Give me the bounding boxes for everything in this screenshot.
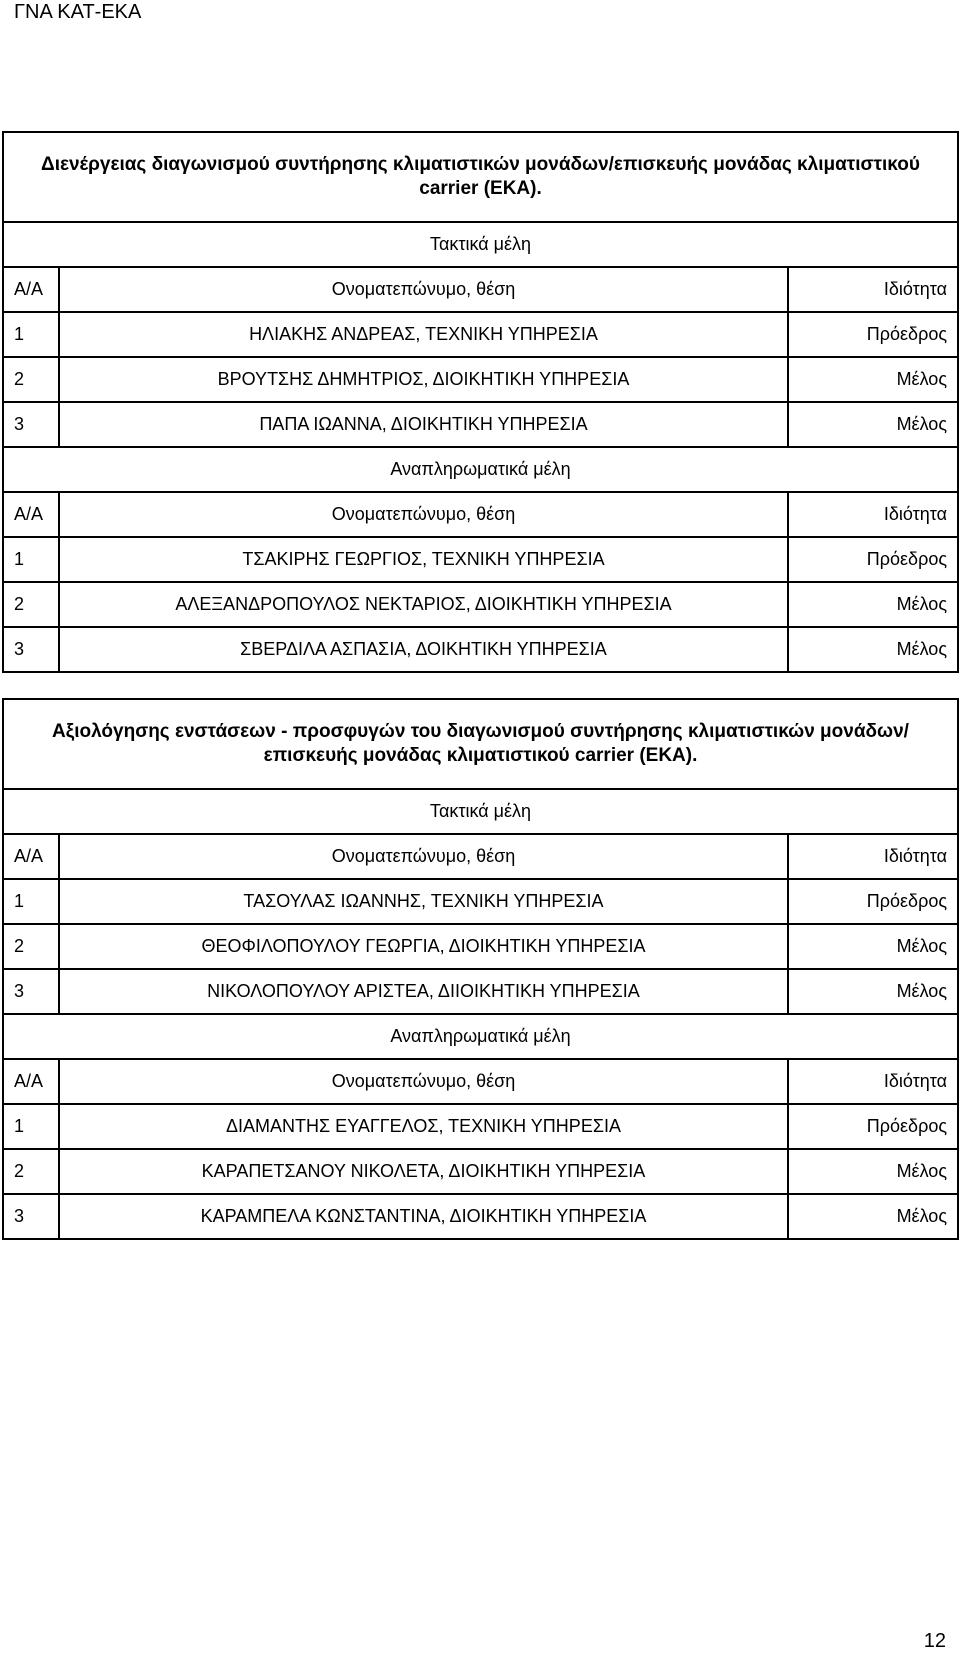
member-name: ΒΡΟΥΤΣΗΣ ΔΗΜΗΤΡΙΟΣ, ΔΙΟΙΚΗΤΙΚΗ ΥΠΗΡΕΣΙΑ <box>59 357 788 402</box>
section-label: Αναπληρωματικά μέλη <box>3 447 958 492</box>
row-number: 2 <box>3 1149 59 1194</box>
member-role: Μέλος <box>788 357 958 402</box>
section-label: Αναπληρωματικά μέλη <box>3 1014 958 1059</box>
row-number: 2 <box>3 924 59 969</box>
column-header-role: Ιδιότητα <box>788 492 958 537</box>
column-header-name: Ονοματεπώνυμο, θέση <box>59 492 788 537</box>
column-header-number: Α/Α <box>3 492 59 537</box>
table-header-row <box>3 267 958 312</box>
page-number: 12 <box>923 1630 946 1652</box>
column-header-role: Ιδιότητα <box>788 834 958 879</box>
table-row <box>3 1104 958 1149</box>
table-row <box>3 582 958 627</box>
member-role: Μέλος <box>788 582 958 627</box>
member-name: ΚΑΡΑΠΕΤΣΑΝΟΥ ΝΙΚΟΛΕΤΑ, ΔΙΟΙΚΗΤΙΚΗ ΥΠΗΡΕΣΙΑ <box>59 1149 788 1194</box>
member-role: Πρόεδρος <box>788 1104 958 1149</box>
row-number: 1 <box>3 537 59 582</box>
member-name: ΣΒΕΡΔΙΛΑ ΑΣΠΑΣΙΑ, ΔΟΙΚΗΤΙΚΗ ΥΠΗΡΕΣΙΑ <box>59 627 788 672</box>
committee-table-1 <box>2 131 959 673</box>
table-row <box>3 537 958 582</box>
table-row <box>3 1149 958 1194</box>
member-role: Μέλος <box>788 1194 958 1239</box>
row-number: 2 <box>3 357 59 402</box>
column-header-name: Ονοματεπώνυμο, θέση <box>59 834 788 879</box>
row-number: 2 <box>3 582 59 627</box>
member-name: ΤΑΣΟΥΛΑΣ ΙΩΑΝΝΗΣ, ΤΕΧΝΙΚΗ ΥΠΗΡΕΣΙΑ <box>59 879 788 924</box>
column-header-name: Ονοματεπώνυμο, θέση <box>59 1059 788 1104</box>
column-header-name: Ονοματεπώνυμο, θέση <box>59 267 788 312</box>
table-header-row <box>3 492 958 537</box>
member-role: Μέλος <box>788 627 958 672</box>
member-name: ΑΛΕΞΑΝΔΡΟΠΟΥΛΟΣ ΝΕΚΤΑΡΙΟΣ, ΔΙΟΙΚΗΤΙΚΗ ΥΠΗΡΕΣΙΑ <box>59 582 788 627</box>
table-row <box>3 969 958 1014</box>
column-header-role: Ιδιότητα <box>788 267 958 312</box>
row-number: 1 <box>3 879 59 924</box>
member-name: ΠΑΠΑ ΙΩΑΝΝΑ, ΔΙΟΙΚΗΤΙΚΗ ΥΠΗΡΕΣΙΑ <box>59 402 788 447</box>
table-row <box>3 312 958 357</box>
column-header-number: Α/Α <box>3 834 59 879</box>
row-number: 3 <box>3 627 59 672</box>
member-name: ΤΣΑΚΙΡΗΣ ΓΕΩΡΓΙΟΣ, ΤΕΧΝΙΚΗ ΥΠΗΡΕΣΙΑ <box>59 537 788 582</box>
table-row <box>3 402 958 447</box>
member-role: Μέλος <box>788 402 958 447</box>
table-row <box>3 1194 958 1239</box>
document-header: ΓΝΑ ΚΑΤ-ΕΚΑ <box>14 1 142 23</box>
section-label: Τακτικά μέλη <box>3 789 958 834</box>
member-role: Πρόεδρος <box>788 879 958 924</box>
column-header-number: Α/Α <box>3 267 59 312</box>
member-name: ΝΙΚΟΛΟΠΟΥΛΟΥ ΑΡΙΣΤΕΑ, ΔΙΙΟΙΚΗΤΙΚΗ ΥΠΗΡΕΣΙΑ <box>59 969 788 1014</box>
member-role: Μέλος <box>788 969 958 1014</box>
table-header-row <box>3 1059 958 1104</box>
member-role: Μέλος <box>788 924 958 969</box>
row-number: 3 <box>3 402 59 447</box>
table-row <box>3 627 958 672</box>
column-header-number: Α/Α <box>3 1059 59 1104</box>
section-label: Τακτικά μέλη <box>3 222 958 267</box>
row-number: 3 <box>3 969 59 1014</box>
member-name: ΔΙΑΜΑΝΤΗΣ ΕΥΑΓΓΕΛΟΣ, ΤΕΧΝΙΚΗ ΥΠΗΡΕΣΙΑ <box>59 1104 788 1149</box>
table-row <box>3 924 958 969</box>
table-row <box>3 879 958 924</box>
table-row <box>3 357 958 402</box>
committee-title: Αξιολόγησης ενστάσεων - προσφυγών του διαγωνισμού συντήρησης κλιματιστικών μονάδων/επισκευής μονάδας κλιματιστικού carrier (ΕΚΑ). <box>3 699 958 789</box>
committee-table-2 <box>2 698 959 1240</box>
member-name: ΚΑΡΑΜΠΕΛΑ ΚΩΝΣΤΑΝΤΙΝΑ, ΔΙΟΙΚΗΤΙΚΗ ΥΠΗΡΕΣΙΑ <box>59 1194 788 1239</box>
member-role: Πρόεδρος <box>788 537 958 582</box>
row-number: 3 <box>3 1194 59 1239</box>
member-name: ΗΛΙΑΚΗΣ ΑΝΔΡΕΑΣ, ΤΕΧΝΙΚΗ ΥΠΗΡΕΣΙΑ <box>59 312 788 357</box>
member-role: Μέλος <box>788 1149 958 1194</box>
member-role: Πρόεδρος <box>788 312 958 357</box>
row-number: 1 <box>3 312 59 357</box>
row-number: 1 <box>3 1104 59 1149</box>
member-name: ΘΕΟΦΙΛΟΠΟΥΛΟΥ ΓΕΩΡΓΙΑ, ΔΙΟΙΚΗΤΙΚΗ ΥΠΗΡΕΣΙΑ <box>59 924 788 969</box>
committee-title: Διενέργειας διαγωνισμού συντήρησης κλιματιστικών μονάδων/επισκευής μονάδας κλιματιστικού carrier (ΕΚΑ). <box>3 132 958 222</box>
column-header-role: Ιδιότητα <box>788 1059 958 1104</box>
table-header-row <box>3 834 958 879</box>
